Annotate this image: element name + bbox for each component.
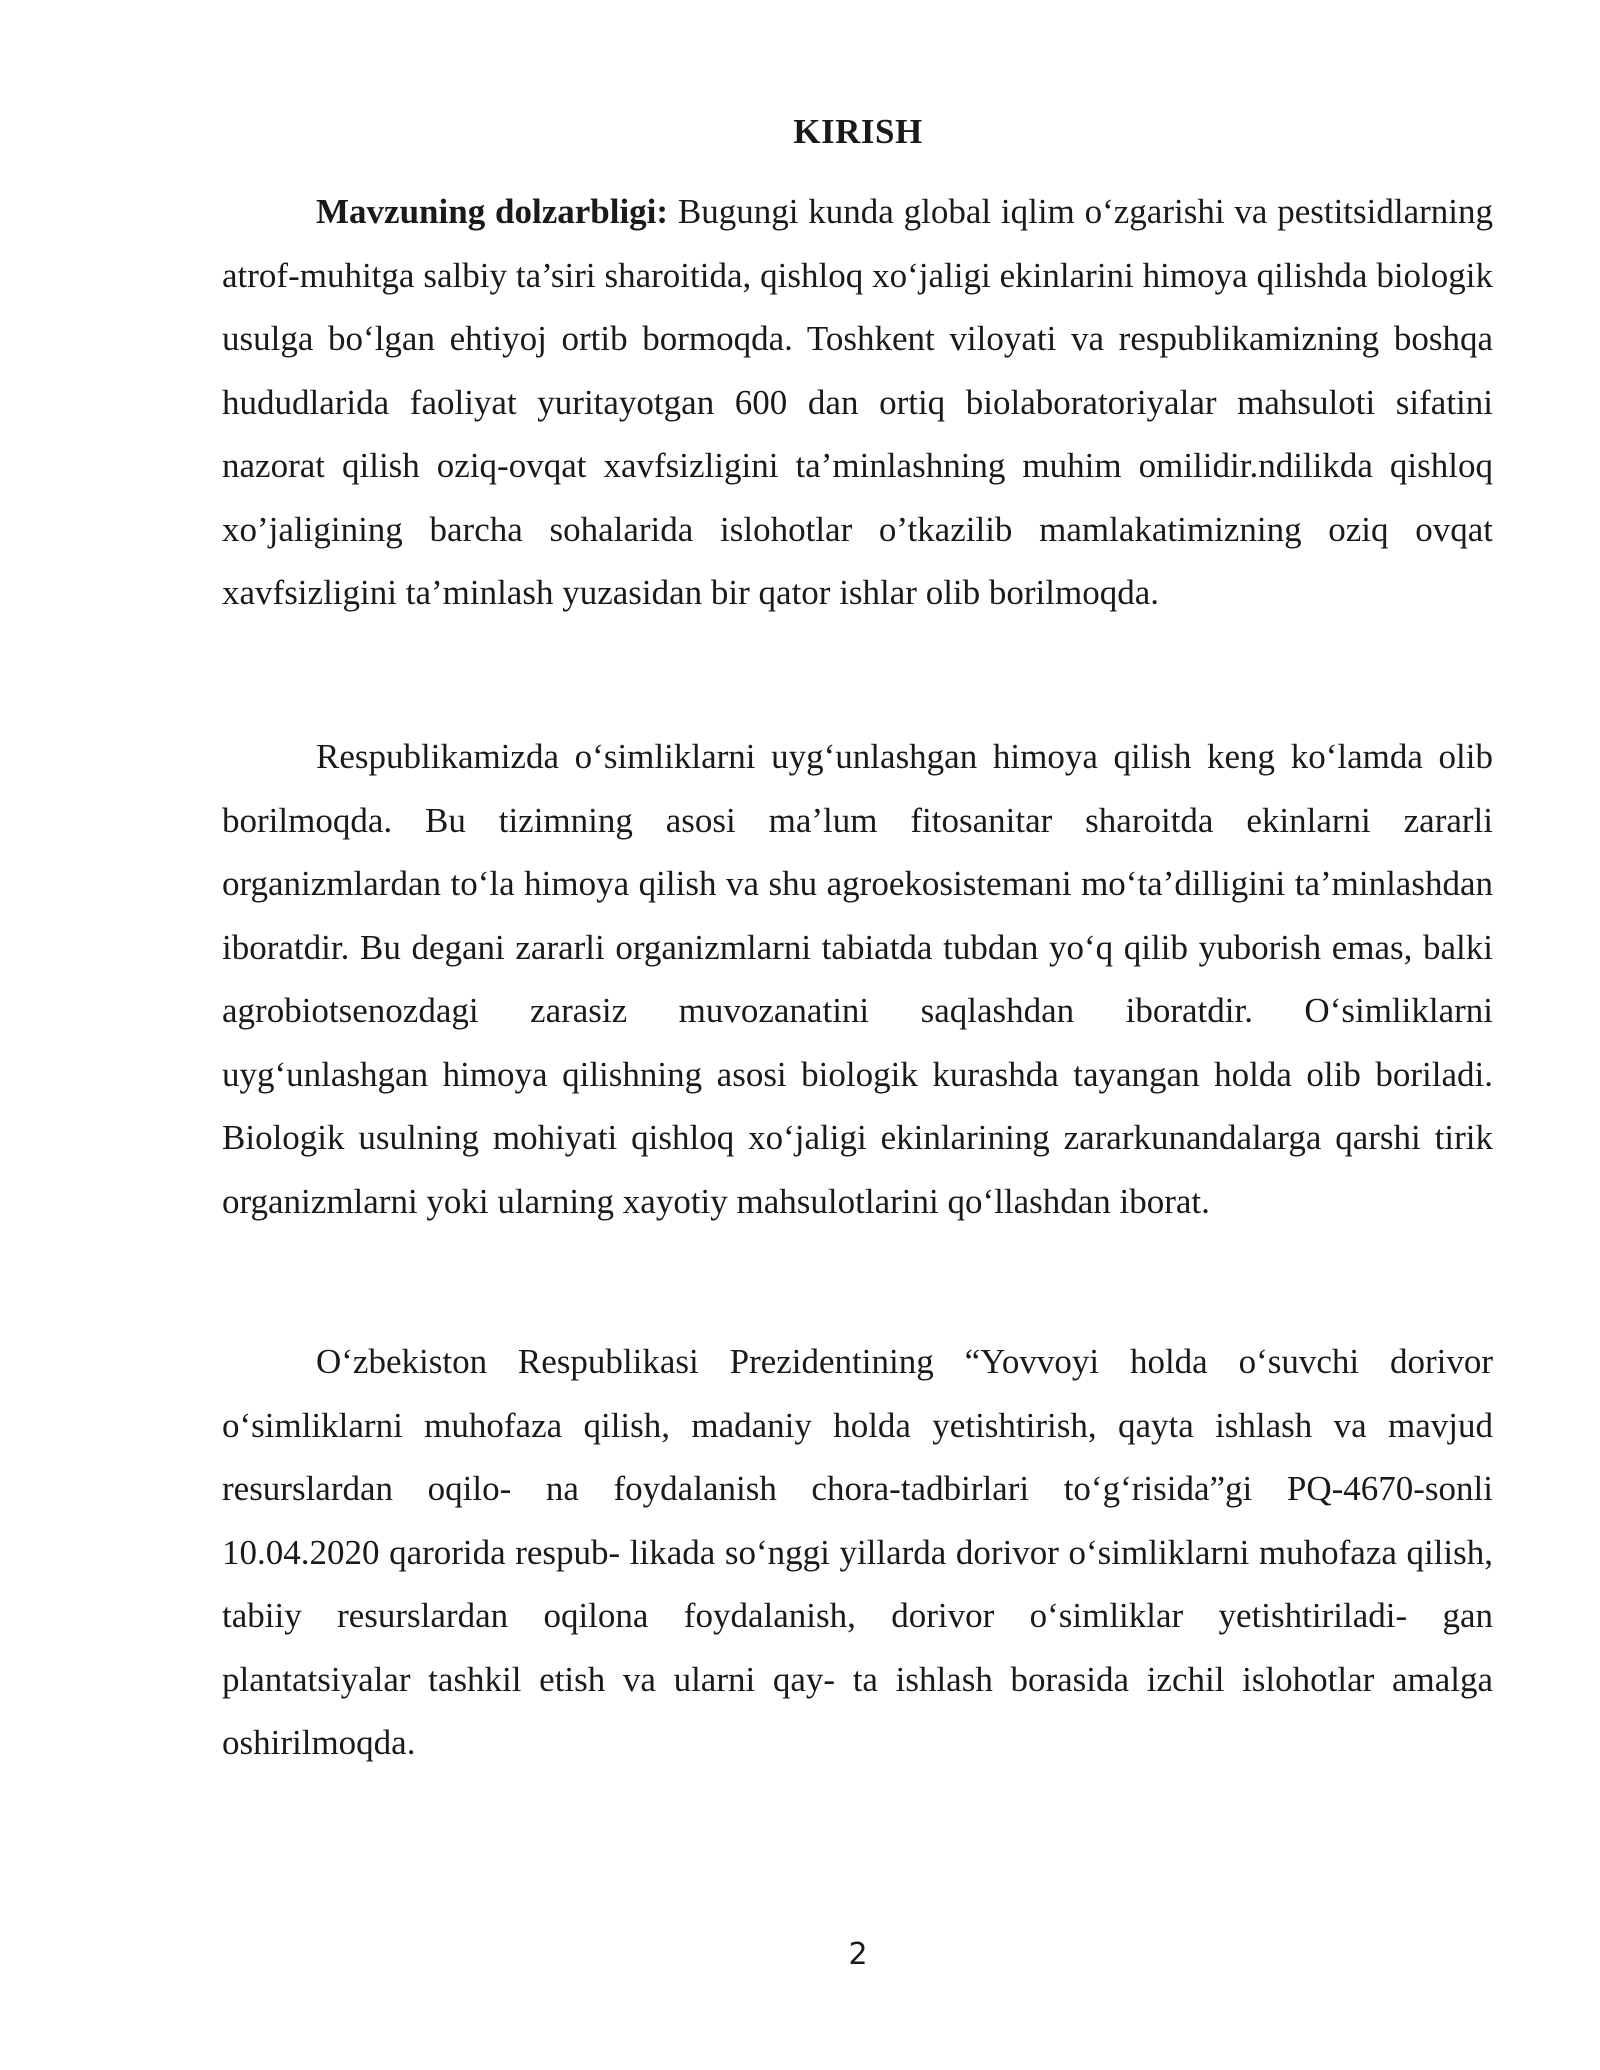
page-title: KIRISH: [793, 112, 923, 151]
paragraph-3: O‘zbekiston Respublikasi Prezidentining “Yovvoyi holda o‘suvchi dorivor o‘simliklarni muhofaza qilish, madaniy holda yetishtirish, qayta ishlash va mavjud resurslardan oqilo- na foydalanish chora-tadbirlari to‘g‘risida”gi PQ-4670-sonli 10.04.2020 qarorida respub- likada so‘nggi yillarda dorivor o‘simliklarni muhofaza qilish, tabiiy resurslardan oqilona foydalanish, dorivor o‘simliklar yetishtiriladi- gan plantatsiyalar tashkil etish va ularni qay- ta ishlash borasida izchil islohotlar amalga oshirilmoqda.: [222, 1342, 1493, 1762]
paragraph-1-lead: Mavzuning dolzarbligi:: [316, 192, 669, 231]
paragraph-presidential-decree: [222, 1330, 1493, 1775]
paragraph-2: Respublikamizda o‘simliklarni uyg‘unlashgan himoya qilish keng ko‘lamda olib borilmoqda. Bu tizimning asosi ma’lum fitosanitar sharoitda ekinlarni zararli organizmlardan to‘la himoya qilish va shu agroekosistemani mo‘ta’dilligini ta’minlashdan iboratdir. Bu degani zararli organizmlarni tabiatda tubdan yo‘q qilib yuborish emas, balki agrobiotsenozdagi zarasiz muvozanatini saqlashdan iboratdir. O‘simliklarni uyg‘unlashgan himoya qilishning asosi biologik kurashda tayangan holda olib boriladi. Biologik usulning mohiyati qishloq xo‘jaligi ekinlarining zararkunandalarga qarshi tirik organizmlarni yoki ularning xayotiy mahsulotlarini qo‘llashdan iborat.: [222, 737, 1493, 1221]
paragraph-1-text: Bugungi kunda global iqlim o‘zgarishi va pestitsidlarning atrof-muhitga salbiy ta’siri sharoitida, qishloq xo‘jaligi ekinlarini himoya qilishda biologik usulga bo‘lgan ehtiyoj ortib bormoqda. Toshkent viloyati va respublikamizning boshqa hududlarida faoliyat yuritayotgan 600 dan ortiq biolaboratoriyalar mahsuloti sifatini nazorat qilish oziq-ovqat xavfsizligini ta’minlashning muhim omilidir.ndilikda qishloq xo’jaligining barcha sohalarida islohotlar o’tkazilib mamlakatimizning oziq ovqat xavfsizligini ta’minlash yuzasidan bir qator ishlar olib borilmoqda.: [222, 192, 1493, 612]
paragraph-integrated-protection: [222, 725, 1493, 1233]
page-number: 2: [848, 1937, 868, 1972]
paragraph-relevance: [222, 180, 1493, 625]
paragraph-1: [222, 180, 1493, 625]
